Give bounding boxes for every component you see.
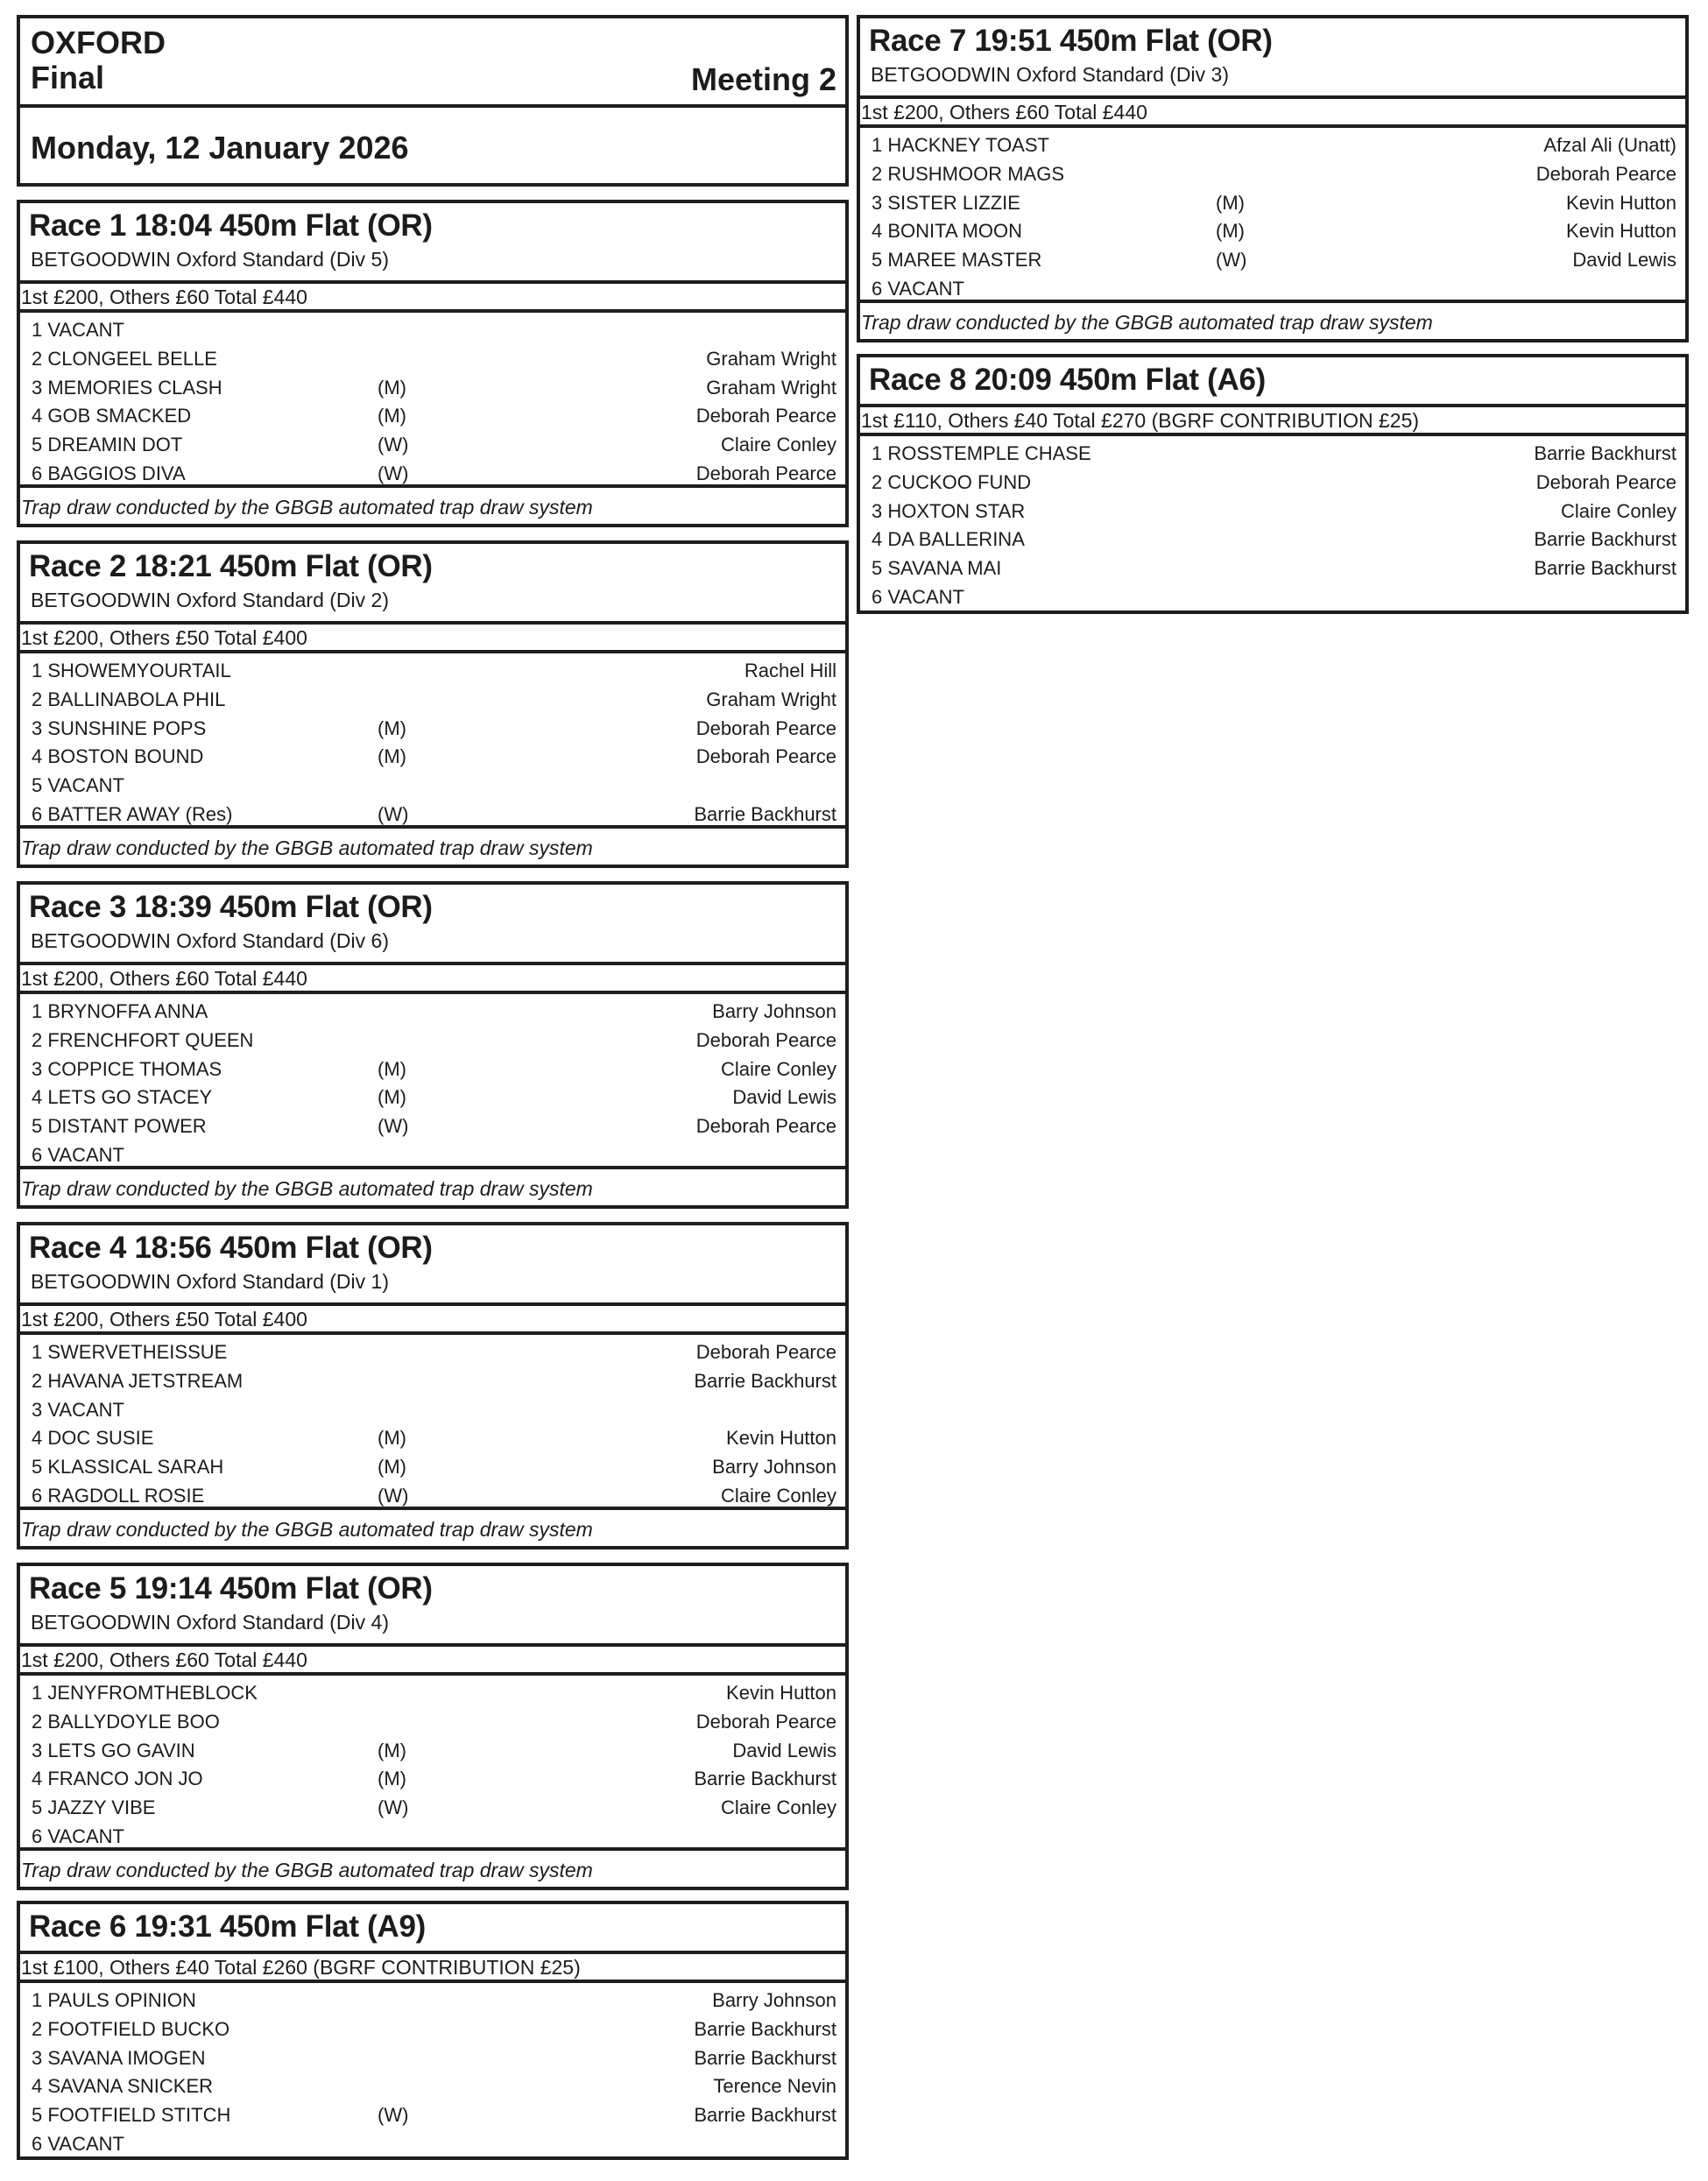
runner-trap-and-dog: 4 BOSTON BOUND <box>32 745 204 768</box>
race-prize-money: 1st £200, Others £60 Total £440 <box>20 284 845 313</box>
runner-seed-mark: (M) <box>378 1456 406 1479</box>
runner-trainer: Barrie Backhurst <box>1534 442 1676 464</box>
race-title: Race 5 19:14 450m Flat (OR) <box>29 1571 433 1606</box>
runner-row <box>20 1338 845 1367</box>
runner-trap-and-dog: 1 VACANT <box>32 319 124 341</box>
runner-row <box>20 374 845 403</box>
runner-row <box>20 657 845 686</box>
runner-trap-and-dog: 5 FOOTFIELD STITCH <box>32 2104 231 2127</box>
runner-seed-mark: (M) <box>378 1086 406 1109</box>
runner-trainer: Deborah Pearce <box>695 716 836 739</box>
runner-list <box>20 1335 845 1511</box>
runner-row <box>20 2130 845 2159</box>
race-prize-money: 1st £200, Others £60 Total £440 <box>860 99 1685 128</box>
runner-seed-mark: (W) <box>378 1115 409 1138</box>
runner-trap-and-dog: 2 CLONGEEL BELLE <box>32 347 217 370</box>
runner-row <box>860 526 1685 554</box>
race-card-1 <box>17 200 849 527</box>
runner-row <box>860 440 1685 469</box>
runner-trap-and-dog: 3 VACANT <box>32 1398 124 1421</box>
runner-seed-mark: (M) <box>378 745 406 768</box>
runner-seed-mark: (W) <box>378 462 409 484</box>
runner-row <box>20 1083 845 1112</box>
runner-row <box>20 1367 845 1396</box>
runner-row <box>20 715 845 744</box>
runner-trap-and-dog: 4 FRANCO JON JO <box>32 1768 203 1790</box>
race-title: Race 3 18:39 450m Flat (OR) <box>29 890 433 924</box>
runner-seed-mark: (W) <box>378 434 409 456</box>
race-card-2 <box>17 540 849 868</box>
race-prize-money: 1st £200, Others £60 Total £440 <box>20 965 845 994</box>
runner-row <box>20 345 845 374</box>
runner-row <box>20 1112 845 1141</box>
race-card-6 <box>17 1901 849 2160</box>
runner-row <box>20 1794 845 1823</box>
race-subtitle: BETGOODWIN Oxford Standard (Div 1) <box>31 1270 389 1293</box>
runner-trap-and-dog: 3 MEMORIES CLASH <box>32 376 222 399</box>
runner-trainer: Graham Wright <box>706 688 836 710</box>
runner-trainer: Barrie Backhurst <box>1534 557 1676 580</box>
runner-trainer: Claire Conley <box>1560 499 1676 522</box>
trap-draw-note: Trap draw conducted by the GBGB automated trap draw system <box>20 1166 845 1205</box>
runner-trap-and-dog: 3 SAVANA IMOGEN <box>32 2046 206 2069</box>
runner-seed-mark: (M) <box>1216 220 1245 243</box>
runner-trainer: Barrie Backhurst <box>694 1369 836 1392</box>
race-title-section <box>20 1225 845 1306</box>
runner-seed-mark: (W) <box>378 1484 409 1507</box>
runner-row <box>20 1737 845 1766</box>
runner-trainer: Kevin Hutton <box>726 1427 836 1450</box>
runner-trainer: Claire Conley <box>720 1796 836 1819</box>
runner-trap-and-dog: 5 DREAMIN DOT <box>32 434 183 456</box>
runner-trainer: Deborah Pearce <box>695 1710 836 1733</box>
card-status: Final <box>31 60 105 95</box>
trap-draw-note: Trap draw conducted by the GBGB automated trap draw system <box>20 484 845 524</box>
meeting-date: Monday, 12 January 2026 <box>31 130 409 166</box>
runner-trap-and-dog: 5 VACANT <box>32 774 124 797</box>
race-card-4 <box>17 1222 849 1549</box>
race-subtitle: BETGOODWIN Oxford Standard (Div 6) <box>31 929 389 952</box>
runner-trap-and-dog: 3 SUNSHINE POPS <box>32 716 207 739</box>
race-title: Race 6 19:31 450m Flat (A9) <box>29 1909 426 1944</box>
runner-trap-and-dog: 2 RUSHMOOR MAGS <box>872 162 1065 185</box>
runner-trap-and-dog: 4 BONITA MOON <box>872 220 1022 243</box>
runner-trainer: Deborah Pearce <box>695 745 836 768</box>
race-title-section <box>860 18 1685 99</box>
runner-trap-and-dog: 1 JENYFROMTHEBLOCK <box>32 1682 258 1704</box>
runner-seed-mark: (M) <box>378 1739 406 1761</box>
runner-trainer: Deborah Pearce <box>695 1028 836 1051</box>
runner-trap-and-dog: 6 VACANT <box>32 2132 124 2155</box>
runner-trap-and-dog: 3 HOXTON STAR <box>872 499 1026 522</box>
race-title: Race 2 18:21 450m Flat (OR) <box>29 549 433 583</box>
race-title-section <box>20 1566 845 1647</box>
runner-row <box>860 583 1685 612</box>
runner-list <box>20 994 845 1170</box>
runner-trap-and-dog: 2 FOOTFIELD BUCKO <box>32 2017 230 2040</box>
race-prize-money: 1st £110, Others £40 Total £270 (BGRF CONTRIBUTION £25) <box>860 407 1685 436</box>
runner-row <box>860 131 1685 160</box>
race-title: Race 1 18:04 450m Flat (OR) <box>29 208 433 243</box>
race-card-3 <box>17 881 849 1209</box>
race-title: Race 8 20:09 450m Flat (A6) <box>869 363 1266 397</box>
runner-row <box>860 554 1685 583</box>
race-prize-money: 1st £200, Others £50 Total £400 <box>20 1306 845 1335</box>
meeting-header-top <box>20 18 845 108</box>
runner-trainer: Kevin Hutton <box>1566 191 1676 214</box>
runner-trainer: David Lewis <box>1572 249 1676 272</box>
runner-trainer: Kevin Hutton <box>1566 220 1676 243</box>
runner-trap-and-dog: 6 VACANT <box>32 1825 124 1847</box>
trap-draw-note: Trap draw conducted by the GBGB automated trap draw system <box>20 825 845 865</box>
race-subtitle: BETGOODWIN Oxford Standard (Div 5) <box>31 248 389 271</box>
runner-trap-and-dog: 2 HAVANA JETSTREAM <box>32 1369 243 1392</box>
runner-trainer: Deborah Pearce <box>1535 162 1676 185</box>
runner-trainer: Terence Nevin <box>713 2075 836 2098</box>
runner-trainer: Barrie Backhurst <box>1534 528 1676 551</box>
venue-name: OXFORD <box>31 25 166 60</box>
runner-row <box>20 1679 845 1708</box>
runner-trainer: Claire Conley <box>720 1484 836 1507</box>
trap-draw-note: Trap draw conducted by the GBGB automated trap draw system <box>860 300 1685 339</box>
runner-trap-and-dog: 1 SWERVETHEISSUE <box>32 1341 228 1363</box>
runner-row <box>20 772 845 801</box>
runner-seed-mark: (W) <box>378 1796 409 1819</box>
runner-row <box>20 1453 845 1482</box>
race-prize-money: 1st £200, Others £50 Total £400 <box>20 625 845 653</box>
runner-trap-and-dog: 6 BATTER AWAY (Res) <box>32 802 233 825</box>
meeting-number: Meeting 2 <box>690 61 836 97</box>
runner-list <box>860 436 1685 612</box>
runner-row <box>860 217 1685 246</box>
runner-trainer: Barrie Backhurst <box>694 2046 836 2069</box>
runner-row <box>20 431 845 460</box>
runner-trap-and-dog: 4 DOC SUSIE <box>32 1427 154 1450</box>
runner-trap-and-dog: 2 BALLYDOYLE BOO <box>32 1710 220 1733</box>
runner-trap-and-dog: 6 BAGGIOS DIVA <box>32 462 186 484</box>
runner-trainer: Barry Johnson <box>712 1989 836 2011</box>
runner-trap-and-dog: 5 JAZZY VIBE <box>32 1796 156 1819</box>
runner-row <box>20 1708 845 1737</box>
runner-trainer: Graham Wright <box>706 347 836 370</box>
runner-row <box>860 189 1685 218</box>
race-card-7 <box>857 15 1689 342</box>
runner-trap-and-dog: 4 SAVANA SNICKER <box>32 2075 214 2098</box>
runner-trap-and-dog: 2 FRENCHFORT QUEEN <box>32 1028 254 1051</box>
runner-trainer: Deborah Pearce <box>1535 470 1676 493</box>
runner-row <box>20 1027 845 1055</box>
runner-seed-mark: (M) <box>1216 191 1245 214</box>
runner-trap-and-dog: 3 SISTER LIZZIE <box>872 191 1020 214</box>
runner-row <box>860 246 1685 275</box>
race-title-section <box>860 357 1685 407</box>
runner-trainer: Deborah Pearce <box>695 1341 836 1363</box>
runner-trap-and-dog: 1 HACKNEY TOAST <box>872 134 1049 156</box>
runner-seed-mark: (W) <box>378 802 409 825</box>
runner-trainer: Deborah Pearce <box>695 405 836 427</box>
runner-trainer: Deborah Pearce <box>695 1115 836 1138</box>
runner-row <box>20 1424 845 1453</box>
runner-row <box>860 498 1685 526</box>
runner-row <box>20 2072 845 2101</box>
runner-trap-and-dog: 4 LETS GO STACEY <box>32 1086 213 1109</box>
runner-trap-and-dog: 1 BRYNOFFA ANNA <box>32 1000 208 1022</box>
runner-trainer: Graham Wright <box>706 376 836 399</box>
runner-trap-and-dog: 5 DISTANT POWER <box>32 1115 207 1138</box>
runner-trap-and-dog: 3 LETS GO GAVIN <box>32 1739 195 1761</box>
runner-trainer: Afzal Ali (Unatt) <box>1543 134 1676 156</box>
race-prize-money: 1st £100, Others £40 Total £260 (BGRF CONTRIBUTION £25) <box>20 1954 845 1983</box>
runner-seed-mark: (M) <box>378 1427 406 1450</box>
race-title-section <box>20 885 845 965</box>
runner-row <box>20 686 845 715</box>
runner-trap-and-dog: 5 MAREE MASTER <box>872 249 1042 272</box>
runner-trainer: Claire Conley <box>720 1057 836 1080</box>
race-title: Race 7 19:51 450m Flat (OR) <box>869 24 1273 58</box>
runner-trainer: David Lewis <box>732 1739 836 1761</box>
runner-trainer: Barry Johnson <box>712 1456 836 1479</box>
runner-row <box>20 2015 845 2044</box>
runner-trap-and-dog: 2 BALLINABOLA PHIL <box>32 688 226 710</box>
meeting-header <box>17 15 849 187</box>
runner-list <box>20 1983 845 2159</box>
race-title-section <box>20 203 845 284</box>
runner-trainer: Kevin Hutton <box>726 1682 836 1704</box>
runner-trap-and-dog: 6 VACANT <box>32 1143 124 1166</box>
runner-trainer: Barrie Backhurst <box>694 802 836 825</box>
runner-row <box>20 1396 845 1425</box>
runner-trap-and-dog: 6 VACANT <box>872 277 964 300</box>
runner-list <box>20 1676 845 1852</box>
race-subtitle: BETGOODWIN Oxford Standard (Div 4) <box>31 1611 389 1634</box>
runner-trap-and-dog: 2 CUCKOO FUND <box>872 470 1032 493</box>
runner-trap-and-dog: 1 SHOWEMYOURTAIL <box>32 660 231 681</box>
runner-row <box>20 2101 845 2130</box>
runner-trainer: Barrie Backhurst <box>694 1768 836 1790</box>
trap-draw-note: Trap draw conducted by the GBGB automated trap draw system <box>20 1507 845 1546</box>
race-title-section <box>20 544 845 625</box>
runner-trap-and-dog: 6 RAGDOLL ROSIE <box>32 1484 205 1507</box>
runner-row <box>860 160 1685 189</box>
runner-seed-mark: (M) <box>378 1057 406 1080</box>
runner-row <box>860 469 1685 498</box>
runner-trap-and-dog: 6 VACANT <box>872 585 964 608</box>
runner-trap-and-dog: 4 DA BALLERINA <box>872 528 1025 551</box>
runner-row <box>20 1987 845 2015</box>
runner-trainer: Barrie Backhurst <box>694 2104 836 2127</box>
runner-row <box>20 2044 845 2073</box>
runner-seed-mark: (M) <box>378 716 406 739</box>
trap-draw-note: Trap draw conducted by the GBGB automated trap draw system <box>20 1847 845 1887</box>
runner-seed-mark: (W) <box>1216 249 1247 272</box>
race-title: Race 4 18:56 450m Flat (OR) <box>29 1231 433 1265</box>
runner-seed-mark: (M) <box>378 405 406 427</box>
runner-trap-and-dog: 5 KLASSICAL SARAH <box>32 1456 224 1479</box>
runner-list <box>20 653 845 829</box>
runner-trap-and-dog: 4 GOB SMACKED <box>32 405 192 427</box>
race-subtitle: BETGOODWIN Oxford Standard (Div 3) <box>871 63 1229 86</box>
race-prize-money: 1st £200, Others £60 Total £440 <box>20 1647 845 1676</box>
runner-seed-mark: (M) <box>378 1768 406 1790</box>
runner-list <box>860 128 1685 304</box>
runner-row <box>20 316 845 345</box>
runner-seed-mark: (W) <box>378 2104 409 2127</box>
race-title-section <box>20 1904 845 1954</box>
race-subtitle: BETGOODWIN Oxford Standard (Div 2) <box>31 589 389 611</box>
race-card-5 <box>17 1563 849 1890</box>
runner-trap-and-dog: 3 COPPICE THOMAS <box>32 1057 222 1080</box>
runner-trap-and-dog: 1 PAULS OPINION <box>32 1989 196 2011</box>
race-card-8 <box>857 354 1689 614</box>
runner-row <box>20 743 845 772</box>
runner-row <box>20 1055 845 1084</box>
runner-trainer: Deborah Pearce <box>695 462 836 484</box>
runner-trainer: Barrie Backhurst <box>694 2017 836 2040</box>
runner-row <box>20 402 845 431</box>
runner-trap-and-dog: 5 SAVANA MAI <box>872 557 1002 580</box>
runner-trainer: David Lewis <box>732 1086 836 1109</box>
runner-row <box>20 1765 845 1794</box>
runner-row <box>20 998 845 1027</box>
runner-trainer: Barry Johnson <box>712 1000 836 1022</box>
runner-trainer: Claire Conley <box>720 434 836 456</box>
runner-trap-and-dog: 1 ROSSTEMPLE CHASE <box>872 442 1091 464</box>
runner-trainer: Rachel Hill <box>744 660 836 681</box>
runner-seed-mark: (M) <box>378 376 406 399</box>
runner-list <box>20 313 845 489</box>
